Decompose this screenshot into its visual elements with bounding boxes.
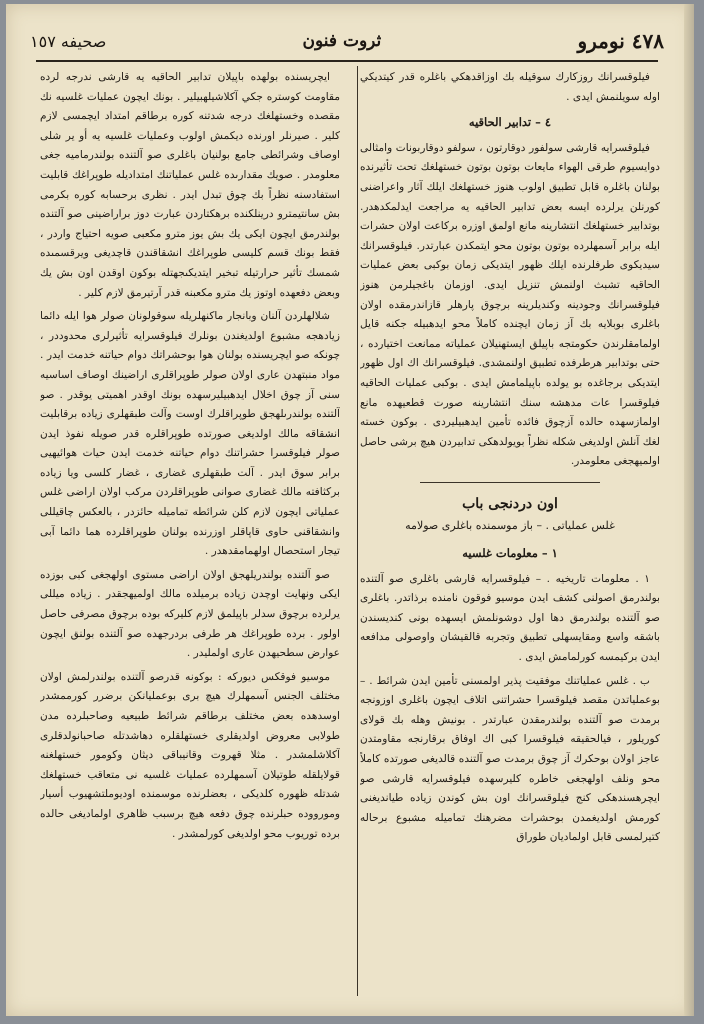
left-column <box>40 68 340 1008</box>
left-paragraph-1: ايچريسنده بولهده باپيلان تدابير الحاقيه يه قارشى ندرجه لرده مقاومت كوستره جكي آكلاشيلهبيلير . بونك ايچون عمليات غلسيه نك مقصده وخستهلغك درجه شدتنه كوره برطاقم امتداد ايچمسى لازم كلير . صيرنلر اورنده ديكمش اولوب وعمليات غلسيه يه أو ير شلى اوصاف وشرائطى جامع بولنيان باغلرى صو آلتنده بولندرماميه جغى معلومدر . صويك مقدارىده غلس عملياتنك امتداديله طوپراغك قابليت استفادسنه نظراً بك چوق تبدل ايدر . نظرى برحسابه كوره بكرمى بش سانتيمترو درينلكنده برهكتاردن عبارت دوز براراضينى صو آلتنده بولندرمق ايچون ايكى يك بش يوز مترو مكعبى صويه احتياج واردر ، فقط بونك قسم كليسى طوپراغك انشقاقندن قاچديغى ويرقسمىده شمسك تأثير حرارتيله تبخير ايتديكىجهتله بوكون اوقدن اون بش يك وبعض دفعهده اوتوز يك مترو مكعبنه قدر آرتيرمق لازم كلير . <box>40 71 340 299</box>
section-4-heading: ٤ – تدابير الحاقيه <box>468 115 552 130</box>
left-paragraph-2: شلالهلردن آلنان وبانجار ماكنهلريله سوقولونان صولر هوا ايله دائما زيادهجه مشبوع اولديغندن بونلرك فيلوقسرايه تأثيرلرى محدوددر ، چونكه صو ايچريسنده بولنان هوا بوحشراتك دوام حياتنه خدمت ايدر . مواد منبتهدن عارى اولان صولر طوپراقلرى اراضينك اوصاف اساسيه سنى آز چوق اخلال ايدهبيليرسهده بونك اوقدر اهميتى يوقدر . صو آلتنده بولندرىلهجق طوپراقلرك اوست وآلت طبقهلرى زياده برقابليت انشقاقه مالك اولديغى صورتده طوپراقلره قدر صويله نفوذ ايدن صولر فيلوقسرا حشراتنك دوام حياتنه خدمت ايدن حيات هوائيهيى برابر سوق ايدر . آلت طبقهلرى غضارى ، غضار كلسى ويا زياده بركثافته مالك غضارى صوانى طوپراقلردن مركب اولان اراضى غلس عملياتى ايچون لازم كلن شرائطه تماميله حائزدر ، بالعكس چاقيللى وانشقاقنى حاوى قاپاقلر اوزرنده بولنان طوپراقلرده هما دائما آبى تيجار استحصال اولهمامقدهدر . <box>40 310 340 558</box>
page-spine <box>684 4 694 1016</box>
left-paragraph-4: موسيو فوقكس ديوركه : بوكونه قدرصو آلتنده بولندرلمش اولان مختلف الجنس آسمهلرك هيچ برى بوعمليانكن برضرر كورممشدر اوسدهده بعض مختلف برطاقم شرائط طبيعيه وصاحبلرده مدن طولابى معروض اولديقلرى خستهلقلره دهاشدتله صاحبانولدقلرى آكلاشلمشدر . مثلا قهروت وقانيباقى ديثان وكومور خستهلغنه قولايلقله طوتيلان آسمهلرده عمليات غلسيه نى متعاقب خستهلغك شدتله ظهوره كلديكى ، بعضلرنده موسمنده اوديوملتشهيوب أسيار ومورووده حبلرنده چوق دفعه هيچ برسبب ظاهرى اولماديغى حالده برده توريوب محو اولديغى كورلمشدر . <box>40 670 340 840</box>
page-header <box>30 24 664 58</box>
right-column <box>360 68 660 1008</box>
newspaper-page <box>6 4 694 1016</box>
section-1-heading: ١ – معلومات غلسيه <box>462 546 558 561</box>
header-rule <box>36 60 658 62</box>
intro-paragraph: فيلوقسرانك روزكارك سوقيله بك اوزاقدهكي باغلره قدر كيتديكي اوله سويلنمش ايدى . <box>360 71 660 103</box>
section-divider <box>420 482 600 483</box>
column-divider <box>357 66 358 996</box>
paragraph-a: ١ . معلومات تاريخيه . – فيلوقسرايه قارشى باغلرى صو آلتنده بولندرمق اصولنى كشف ايدن موسيو فوقون نامنده برذاتدر. باغلرى صو آلتنده بولندرمق دها اول دوشونلمش ايسهده بونى كنديسندن باشقه واسع ومقايسهلى تطبيق وتجربه قالقيشان واوصولى مدافعه ايدن بركيمسه كورلمامش ايدى . <box>360 572 660 664</box>
section-4-paragraph: فيلوقسرايه قارشى سولفور دوقارتون ، سولفو دوقاربونات وامثالى دوايسيوم طرقى الهواء مايعات بوتون بوتون خستهلغك تحت تأثيرنده بولنان باغلره قابل تطبيق اولوب هنوز خستهلغك ايلك آثار واعراضنى كورنلن يرلرده ايسه بعض تدابير الحاقيه يه مراجعت ايدلمكدهدر. بوتدابير خستهلغك انتشارينه مانع اولمق اوزره بركاعت اولان حشرات ايله برابر آسمهلرده بوتون بوتون محو ايتمكدن عبارتدر. فيلوقسرانك سيديكوى طرفلرنده ايلك ظهور ايتديكى زمان بوكبى بعض عمليات الحاقيه تشبث اولنمش تنزيل ايدى. اوزمان باغجيلرمن هنوز فيلوقسرانك وجودينه وكنديلرينه برچوق پارهلر قازاندرمقده اولان باغلرى بوبلايه بك آز زمان ايچنده كاملاً محو ايدهبيله جكنه قايل اولمامقلرندن حكومتجه باپيلق ايستهنيلان عملياته ممانعت اختيارده ، حتى بوتدابير هرطرفده تطبيق اولنمشدى. فيلوقسرانك اك اول ظهور ايتديكى برجاغده بو يولده باپيلمامش ايدى . بوكبى عمليات الحاقيه فيلوقسرا عات مدهشه سنك انتشارينه صورت قطعيهده مانع اولمازسهده حالده آزچوق فائده تأمين ايدهبيليردى . بوكون خسته لغك آنلش اولديغى شكله نظراً بويولدهكى تدابيردن هيچ برشى حاصل اولميهجغى معلومدر. <box>360 141 660 468</box>
page-number: صحيفه ١٥٧ <box>30 31 107 51</box>
issue-number: ٤٧٨ نومرو <box>577 29 664 53</box>
paragraph-b: ب . غلس عملياتنك موفقيت پذير اولمسنى تأمين ايدن شرائط . – بوعملياتدن مقصد فيلوقسرا حشراتنى اتلاف ايچون باغلرى اوزونجه برمدت صو آلتنده بولندرمقدن عبارتدر . بونيش وهله بك قولاى كوريلور ، فيالحقيقه فيلوقسرا كبى اك اوفاق برقارنجه مقاومتدن عاجز اولان بوحكرك آز چوق برمدت صو آلتنده قالديغى صورتده كاملاً محو ونلف اولهجغى خاطره كليرسهده فيلوقسرايه قارشى صو ايچرهسندهكى كنج فيلوقسرانك اون بش كوندن زياده طيانديغنى كورمش اولديغمدن بوحشرات مضرهنك تماميله مشبوع برحاله كتيرلمسى قابل اولماديان طوراق <box>360 674 660 844</box>
chapter-subtitle: غلس عملياتى . – باز موسمنده باغلرى صولامه <box>405 519 615 533</box>
chapter-heading: اون دردنجى باب <box>462 495 558 512</box>
publication-title: ثروت فنون <box>302 31 382 51</box>
left-paragraph-3: صو آلتنده بولندريلهجق اولان اراضى مستوى اولهجغى كبى بوزده ايكى ونهايت اوچدن زياده برميلده مالك اولميهجقدر . زياده ميللى يرلرده برچوق سدلر باپيلمق لازم كليركه بوده برچوق مصرفى حاصل اولور . برده طوپراغك هر طرفى بردرجهده صو آلتنده بولنق ايچون عوارض سطحيهدن عارى اولمليدر . <box>40 568 340 660</box>
